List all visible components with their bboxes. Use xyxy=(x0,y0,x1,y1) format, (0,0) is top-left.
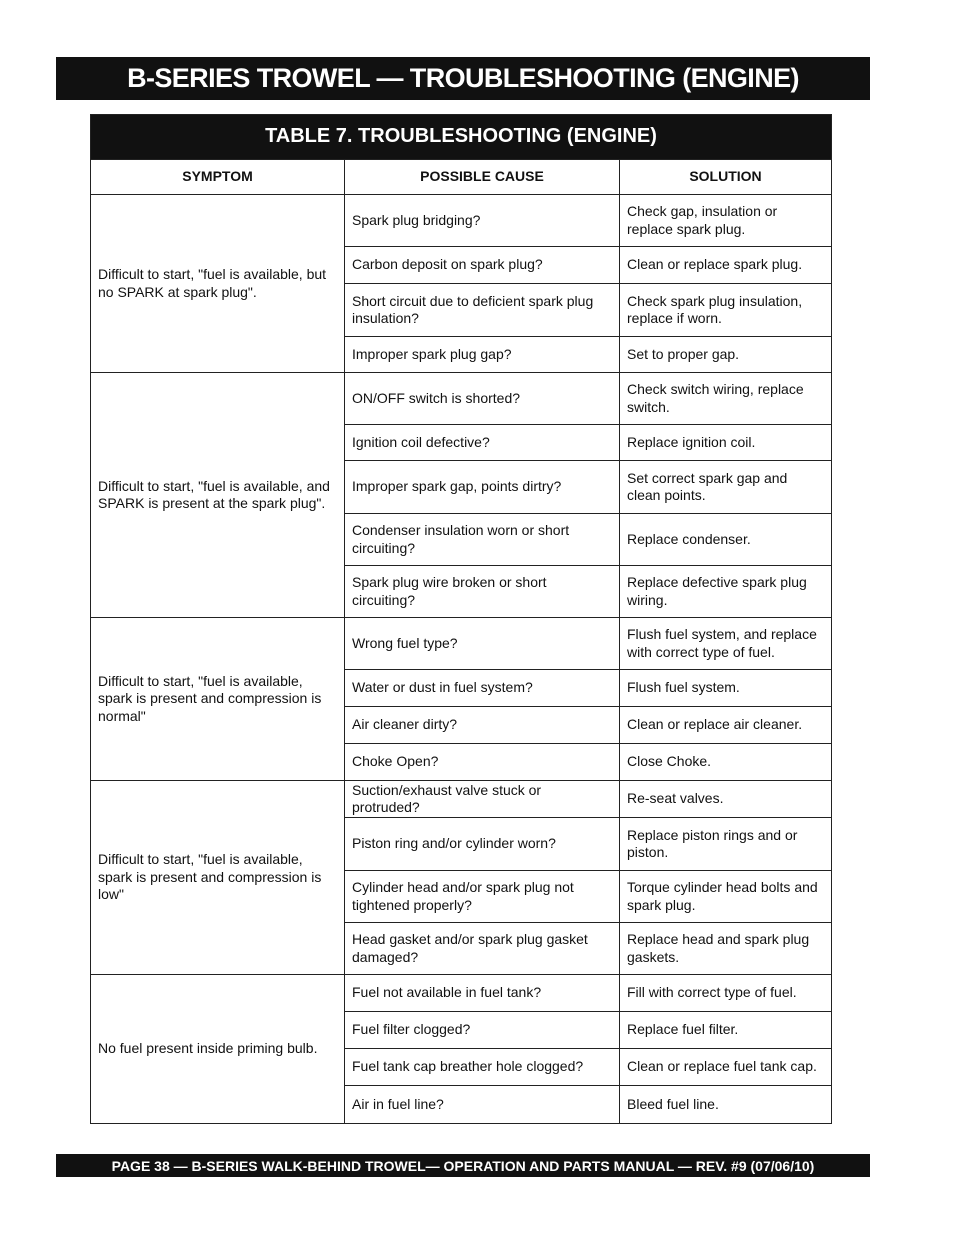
solution-cell: Set to proper gap. xyxy=(620,337,832,373)
table-row xyxy=(91,781,832,818)
column-header-symptom: SYMPTOM xyxy=(91,160,345,195)
possible-cause-cell: Spark plug wire broken or short circuiting? xyxy=(345,566,620,618)
possible-cause-cell: Cylinder head and/or spark plug not tightened properly? xyxy=(345,871,620,923)
solution-cell: Re-seat valves. xyxy=(620,781,832,818)
table-row xyxy=(91,373,832,425)
troubleshooting-table xyxy=(90,114,832,1124)
solution-cell: Close Choke. xyxy=(620,744,832,781)
page-title: B-SERIES TROWEL — TROUBLESHOOTING (ENGINE) xyxy=(56,57,870,100)
possible-cause-cell: Fuel filter clogged? xyxy=(345,1012,620,1049)
symptom-cell: Difficult to start, "fuel is available, spark is present and compression is normal" xyxy=(91,618,345,781)
possible-cause-cell: Wrong fuel type? xyxy=(345,618,620,670)
solution-cell: Flush fuel system, and replace with correct type of fuel. xyxy=(620,618,832,670)
solution-cell: Replace condenser. xyxy=(620,514,832,566)
table-body xyxy=(91,195,832,1124)
solution-cell: Check spark plug insulation, replace if worn. xyxy=(620,284,832,337)
symptom-cell: Difficult to start, "fuel is available, and SPARK is present at the spark plug". xyxy=(91,373,345,618)
solution-cell: Replace head and spark plug gaskets. xyxy=(620,923,832,975)
solution-cell: Torque cylinder head bolts and spark plug. xyxy=(620,871,832,923)
solution-cell: Flush fuel system. xyxy=(620,670,832,707)
possible-cause-cell: Improper spark gap, points dirtry? xyxy=(345,461,620,514)
solution-cell: Replace defective spark plug wiring. xyxy=(620,566,832,618)
symptom-cell: Difficult to start, "fuel is available, but no SPARK at spark plug". xyxy=(91,195,345,373)
possible-cause-cell: Improper spark plug gap? xyxy=(345,337,620,373)
solution-cell: Check gap, insulation or replace spark plug. xyxy=(620,195,832,247)
possible-cause-cell: Carbon deposit on spark plug? xyxy=(345,247,620,284)
table-row xyxy=(91,975,832,1012)
symptom-cell: No fuel present inside priming bulb. xyxy=(91,975,345,1124)
possible-cause-cell: Piston ring and/or cylinder worn? xyxy=(345,818,620,871)
possible-cause-cell: Short circuit due to deficient spark plug insulation? xyxy=(345,284,620,337)
solution-cell: Set correct spark gap and clean points. xyxy=(620,461,832,514)
column-header-possible-cause: POSSIBLE CAUSE xyxy=(345,160,620,195)
possible-cause-cell: Spark plug bridging? xyxy=(345,195,620,247)
possible-cause-cell: Water or dust in fuel system? xyxy=(345,670,620,707)
table-row xyxy=(91,195,832,247)
possible-cause-cell: ON/OFF switch is shorted? xyxy=(345,373,620,425)
possible-cause-cell: Condenser insulation worn or short circuiting? xyxy=(345,514,620,566)
symptom-cell: Difficult to start, "fuel is available, spark is present and compression is low" xyxy=(91,781,345,975)
possible-cause-cell: Ignition coil defective? xyxy=(345,425,620,461)
solution-cell: Replace piston rings and or piston. xyxy=(620,818,832,871)
solution-cell: Bleed fuel line. xyxy=(620,1086,832,1124)
solution-cell: Fill with correct type of fuel. xyxy=(620,975,832,1012)
possible-cause-cell: Fuel not available in fuel tank? xyxy=(345,975,620,1012)
solution-cell: Replace fuel filter. xyxy=(620,1012,832,1049)
page-footer: PAGE 38 — B-SERIES WALK-BEHIND TROWEL— OPERATION AND PARTS MANUAL — REV. #9 (07/06/10) xyxy=(56,1154,870,1177)
column-header-solution: SOLUTION xyxy=(620,160,832,195)
solution-cell: Check switch wiring, replace switch. xyxy=(620,373,832,425)
possible-cause-cell: Suction/exhaust valve stuck or protruded? xyxy=(345,781,620,818)
possible-cause-cell: Choke Open? xyxy=(345,744,620,781)
solution-cell: Clean or replace fuel tank cap. xyxy=(620,1049,832,1086)
possible-cause-cell: Head gasket and/or spark plug gasket damaged? xyxy=(345,923,620,975)
possible-cause-cell: Air cleaner dirty? xyxy=(345,707,620,744)
solution-cell: Clean or replace air cleaner. xyxy=(620,707,832,744)
possible-cause-cell: Air in fuel line? xyxy=(345,1086,620,1124)
table-caption: TABLE 7. TROUBLESHOOTING (ENGINE) xyxy=(91,115,832,160)
solution-cell: Clean or replace spark plug. xyxy=(620,247,832,284)
table-row xyxy=(91,618,832,670)
solution-cell: Replace ignition coil. xyxy=(620,425,832,461)
possible-cause-cell: Fuel tank cap breather hole clogged? xyxy=(345,1049,620,1086)
